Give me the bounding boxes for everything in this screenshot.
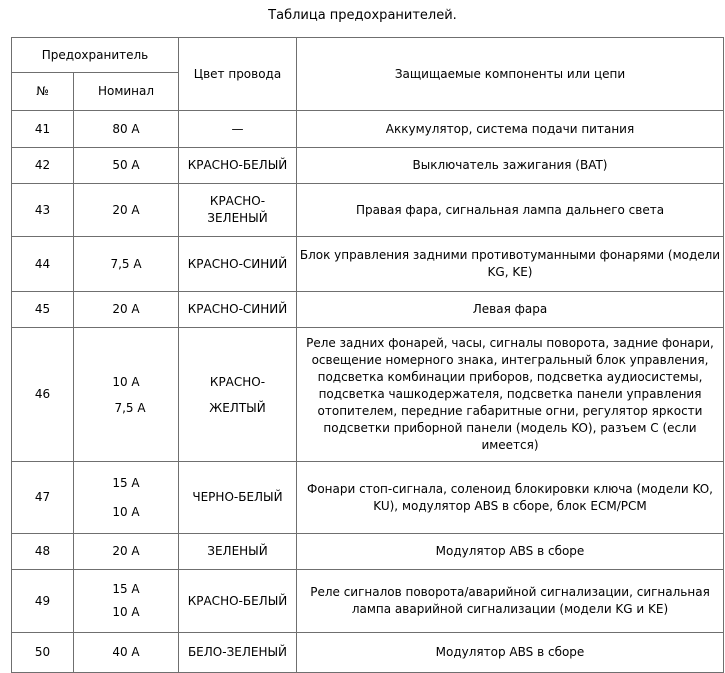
fuse-number: 46: [12, 328, 74, 462]
rating-value: 20 A: [112, 302, 140, 316]
header-rating: Номинал: [74, 73, 179, 111]
header-wire-color: Цвет провода: [179, 38, 297, 111]
color-line: КРАСНО-БЕЛЫЙ: [187, 158, 288, 172]
fuse-number: 42: [12, 148, 74, 184]
table-row: [12, 237, 724, 292]
wire-color: [179, 570, 297, 633]
rating-value: 10 A: [112, 504, 140, 519]
wire-color: [179, 184, 297, 237]
rating-value: 7,5 A: [110, 256, 142, 271]
fuse-rating: [74, 237, 179, 292]
table-row: [12, 462, 724, 534]
rating-value: 7,5 A: [114, 400, 146, 415]
wire-color: [179, 462, 297, 534]
fuse-rating: [74, 111, 179, 148]
table-row: [12, 111, 724, 148]
fuse-rating: [74, 184, 179, 237]
fuse-table: [11, 37, 724, 673]
color-line: КРАСНО-СИНИЙ: [187, 302, 288, 316]
table-row: [12, 148, 724, 184]
color-line: КРАСНО-БЕЛЫЙ: [187, 593, 288, 608]
page-title: Таблица предохранителей.: [268, 8, 457, 23]
fuse-number: 49: [12, 570, 74, 633]
color-line: БЕЛО-ЗЕЛЕНЫЙ: [187, 645, 288, 659]
color-line: ЧЕРНО-БЕЛЫЙ: [192, 490, 283, 504]
table-row: [12, 570, 724, 633]
wire-color: [179, 237, 297, 292]
table-row: [12, 292, 724, 328]
rating-value: 20 A: [112, 202, 140, 217]
wire-color: [179, 292, 297, 328]
protected-components: Фонари стоп-сигнала, соленоид блокировки ключа (модели KO, KU), модулятор ABS в сборе, блок ECM/PCM: [297, 462, 724, 534]
fuse-rating: [74, 462, 179, 534]
protected-components: Выключатель зажигания (BAT): [297, 148, 724, 184]
protected-components: Левая фара: [297, 292, 724, 328]
fuse-number: 50: [12, 633, 74, 673]
fuse-number: 45: [12, 292, 74, 328]
color-line: КРАСНО-: [209, 374, 266, 389]
fuse-number: 41: [12, 111, 74, 148]
wire-color: [179, 111, 297, 148]
color-line: КРАСНО-СИНИЙ: [187, 256, 288, 271]
rating-value: 80 A: [112, 121, 140, 136]
color-line: КРАСНО-: [209, 194, 266, 208]
header-number: №: [12, 73, 74, 111]
protected-components: Модулятор ABS в сборе: [297, 633, 724, 673]
rating-value: 50 A: [112, 158, 140, 172]
fuse-number: 43: [12, 184, 74, 237]
rating-value: 15 A: [112, 475, 140, 490]
color-line: ЗЕЛЕНЫЙ: [207, 211, 268, 225]
protected-components: Блок управления задними противотуманными фонарями (модели KG, KE): [297, 237, 724, 292]
fuse-number: 47: [12, 462, 74, 534]
fuse-number: 44: [12, 237, 74, 292]
header-components: Защищаемые компоненты или цепи: [297, 38, 724, 111]
rating-value: 10 A: [112, 374, 140, 389]
table-row: [12, 633, 724, 673]
wire-color: [179, 534, 297, 570]
fuse-number: 48: [12, 534, 74, 570]
wire-color: [179, 633, 297, 673]
fuse-rating: [74, 633, 179, 673]
wire-color: [179, 148, 297, 184]
protected-components: Реле задних фонарей, часы, сигналы поворота, задние фонари, освещение номерного знака, интегральный блок управления, подсветка комбинации приборов, подсветка аудиосистемы, подсветка чашкодержателя, подсветка панели управления отопителем, передние габаритные огни, регулятор яркости подсветки приборной панели (модель KO), разъем C (если имеется): [297, 328, 724, 462]
rating-value: 15 A: [112, 582, 140, 596]
protected-components: Модулятор ABS в сборе: [297, 534, 724, 570]
wire-color: [179, 328, 297, 462]
color-line: ЗЕЛЕНЫЙ: [207, 544, 268, 558]
table-row: [12, 184, 724, 237]
color-line: —: [231, 121, 244, 136]
rating-value: 10 A: [112, 605, 140, 619]
fuse-rating: [74, 148, 179, 184]
color-line: ЖЕЛТЫЙ: [209, 400, 266, 415]
rating-value: 40 A: [112, 645, 140, 659]
rating-value: 20 A: [112, 544, 140, 558]
fuse-rating: [74, 534, 179, 570]
header-fuse: Предохранитель: [12, 38, 179, 73]
fuse-rating: [74, 292, 179, 328]
table-row: [12, 534, 724, 570]
fuse-rating: [74, 570, 179, 633]
protected-components: Реле сигналов поворота/аварийной сигнализации, сигнальная лампа аварийной сигнализации (модели KG и KE): [297, 570, 724, 633]
fuse-rating: [74, 328, 179, 462]
protected-components: Аккумулятор, система подачи питания: [297, 111, 724, 148]
table-row: [12, 328, 724, 462]
protected-components: Правая фара, сигнальная лампа дальнего света: [297, 184, 724, 237]
